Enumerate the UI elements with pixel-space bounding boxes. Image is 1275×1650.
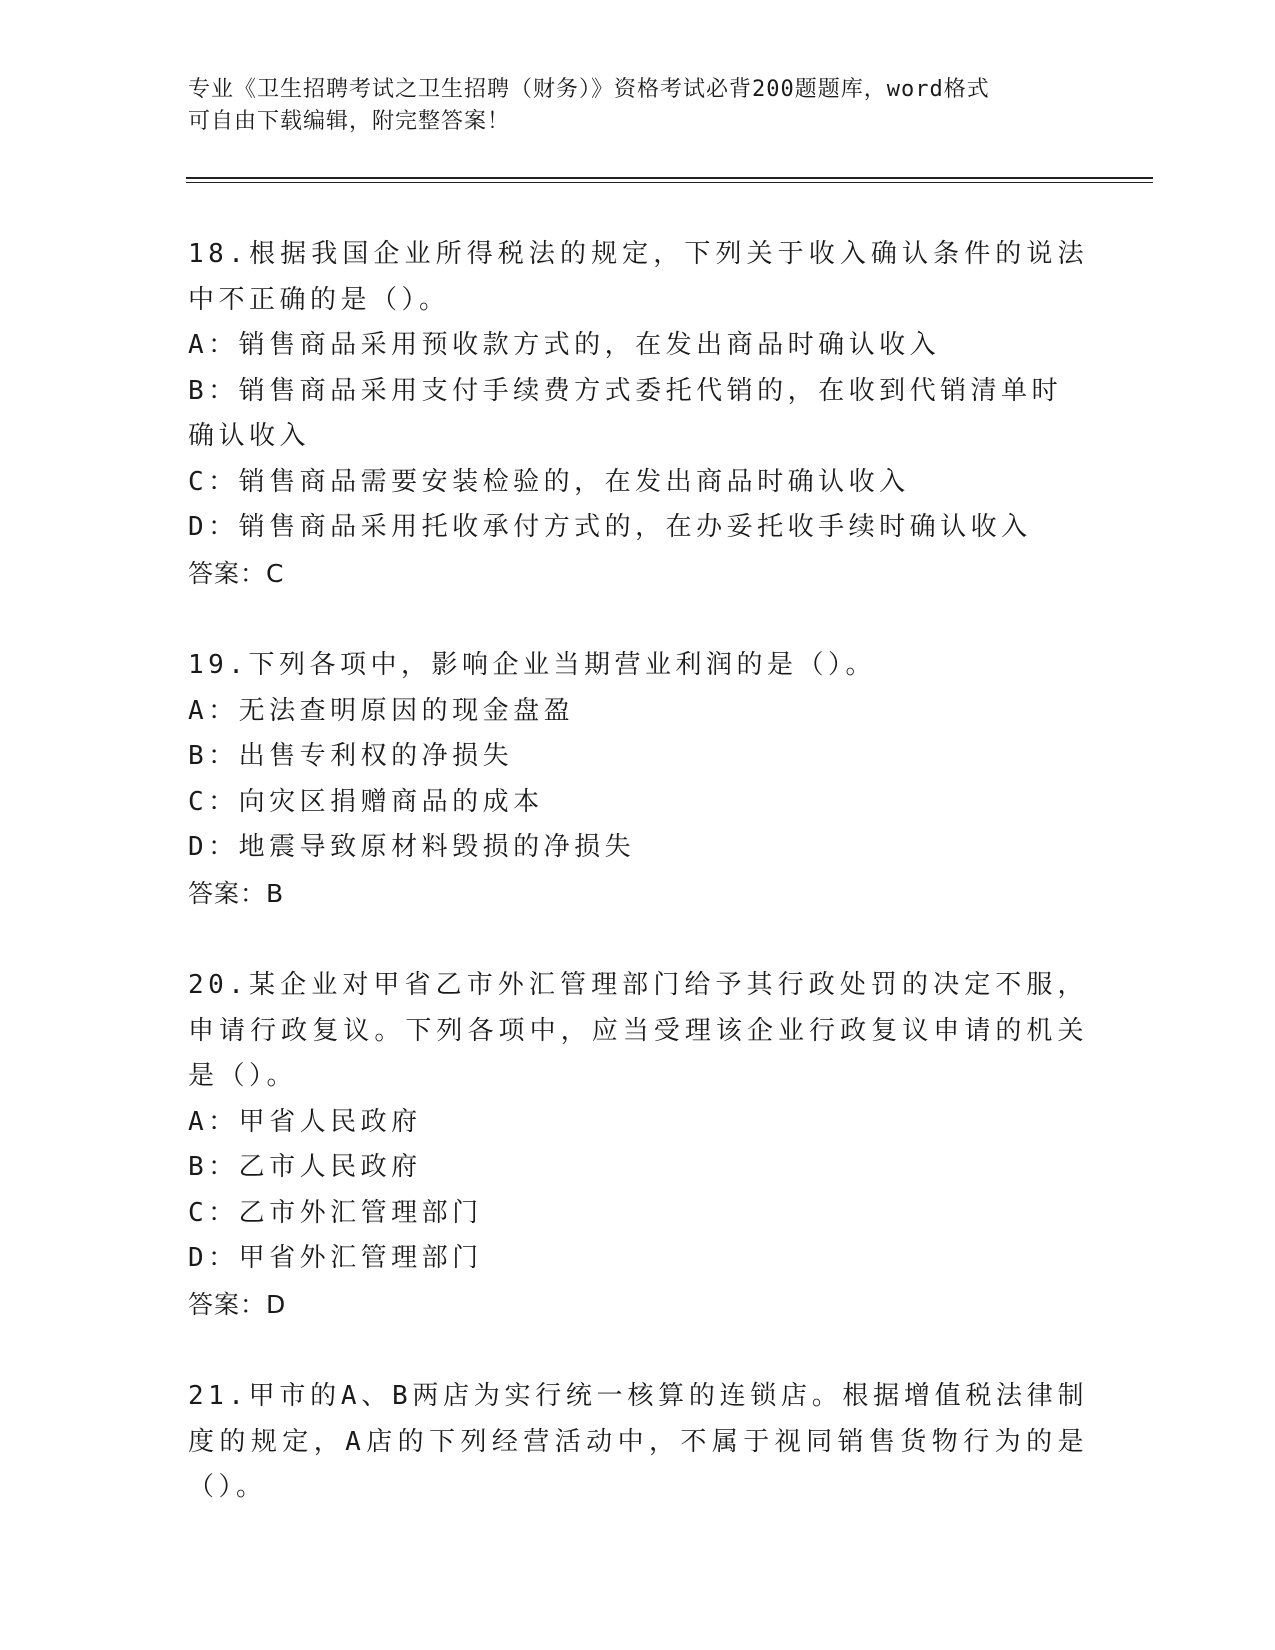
option-b: B：出售专利权的净损失	[188, 741, 514, 771]
option-a: A：无法查明原因的现金盘盈	[188, 695, 575, 726]
question-19	[188, 643, 1088, 916]
option-b: B：销售商品采用支付手续费方式委托代销的，在收到代销清单时确认收入	[188, 375, 1063, 451]
option-a: A：甲省人民政府	[188, 1106, 422, 1137]
answer: 答案：D	[188, 1289, 287, 1319]
question-text: 20.某企业对甲省乙市外汇管理部门给予其行政处罚的决定不服，申请行政复议。下列各项中，应当受理该企业行政复议申请的机关是（）。	[188, 970, 1088, 1091]
header-divider-thick	[186, 177, 1153, 179]
question-21	[188, 1374, 1088, 1511]
document-header	[188, 74, 1088, 138]
question-list	[188, 232, 1088, 1558]
option-c: C：乙市外汇管理部门	[188, 1197, 483, 1228]
question-20	[188, 963, 1088, 1327]
option-b: B：乙市人民政府	[188, 1152, 422, 1182]
header-divider-thin	[186, 182, 1153, 183]
option-d: D：甲省外汇管理部门	[188, 1243, 483, 1273]
header-line-2: 可自由下载编辑，附完整答案！	[188, 109, 511, 134]
option-c: C：销售商品需要安装检验的，在发出商品时确认收入	[188, 466, 910, 497]
question-18	[188, 232, 1088, 596]
option-d: D：销售商品采用托收承付方式的，在办妥托收手续时确认收入	[188, 512, 1032, 542]
answer: 答案：B	[188, 878, 285, 908]
option-c: C：向灾区捐赠商品的成本	[188, 786, 544, 817]
option-a: A：销售商品采用预收款方式的，在发出商品时确认收入	[188, 330, 941, 360]
question-text: 18.根据我国企业所得税法的规定，下列关于收入确认条件的说法中不正确的是（）。	[188, 239, 1088, 315]
header-line-1: 专业《卫生招聘考试之卫生招聘（财务）》资格考试必背200题题库，word格式	[188, 77, 990, 102]
option-d: D：地震导致原材料毁损的净损失	[188, 832, 636, 862]
answer: 答案：C	[188, 558, 285, 588]
question-text: 19.下列各项中，影响企业当期营业利润的是（）。	[188, 650, 876, 680]
question-text: 21.甲市的A、B两店为实行统一核算的连锁店。根据增值税法律制度的规定，A店的下列经营活动中，不属于视同销售货物行为的是（）。	[188, 1381, 1088, 1502]
